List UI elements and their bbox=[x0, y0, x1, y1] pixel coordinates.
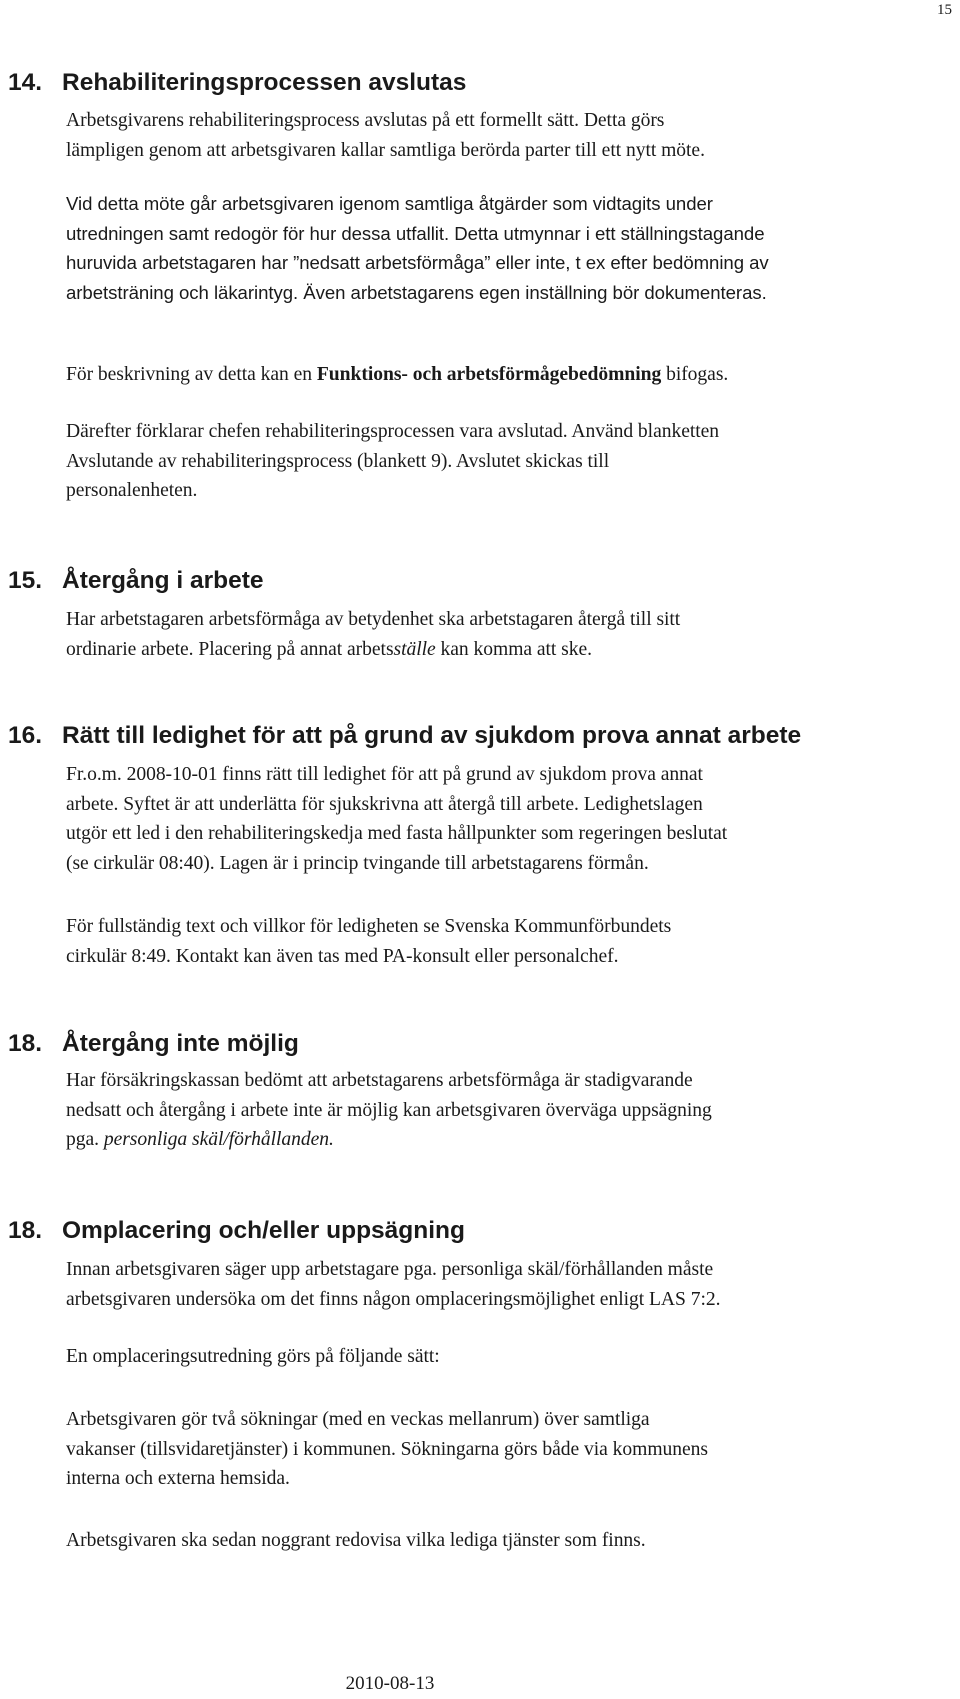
text-line: För fullständig text och villkor för ledigheten se Svenska Kommunförbundets bbox=[66, 916, 672, 937]
text-line: utredningen samt redogör för hur dessa utfallit. Detta utmynnar i ett ställningstagande bbox=[66, 222, 765, 244]
text-line: cirkulär 8:49. Kontakt kan även tas med PA-konsult eller personalchef. bbox=[66, 945, 619, 967]
text-run: ordinarie arbete. Placering på annat arbets bbox=[66, 638, 394, 660]
footer-date: 2010-08-13 bbox=[345, 1673, 435, 1694]
paragraph bbox=[66, 106, 954, 165]
heading-section-16 bbox=[8, 721, 801, 751]
paragraph bbox=[66, 912, 954, 971]
section-title: Återgång inte möjlig bbox=[62, 1030, 299, 1057]
bold-term: Funktions- och arbetsförmågebedömning bbox=[316, 364, 662, 385]
paragraph bbox=[66, 417, 954, 506]
text-run: pga. bbox=[66, 1129, 104, 1150]
paragraph bbox=[66, 1342, 954, 1372]
text-line: (se cirkulär 08:40). Lagen är i princip tvingande till arbetstagarens förmån. bbox=[66, 852, 649, 874]
section-title: Rätt till ledighet för att på grund av sjukdom prova annat arbete bbox=[62, 722, 802, 749]
section-title: Omplacering och/eller uppsägning bbox=[62, 1217, 465, 1244]
text-line: En omplaceringsutredning görs på följande sätt: bbox=[66, 1346, 440, 1367]
text-run: kan komma att ske. bbox=[435, 638, 592, 660]
text-line: arbete. Syftet är att underlätta för sjukskrivna att återgå till arbete. Ledighetslagen bbox=[66, 793, 703, 815]
text-line: Därefter förklarar chefen rehabiliteringsprocessen vara avslutad. Använd blanketten bbox=[66, 421, 720, 442]
paragraph bbox=[66, 1255, 954, 1314]
italic-term: personliga skäl/förhållanden. bbox=[103, 1129, 334, 1150]
text-line: Arbetsgivaren ska sedan noggrant redovisa vilka lediga tjänster som finns. bbox=[66, 1530, 646, 1551]
paragraph bbox=[66, 1526, 954, 1556]
section-number: 16. bbox=[8, 722, 43, 749]
text-line bbox=[66, 1125, 954, 1155]
text-line: interna och externa hemsida. bbox=[66, 1468, 290, 1489]
heading-section-18a bbox=[8, 1029, 299, 1059]
heading-section-15 bbox=[8, 566, 264, 596]
section-number: 14. bbox=[8, 69, 43, 96]
text-line: Har arbetstagaren arbetsförmåga av betydenhet ska arbetstagaren återgå till sitt bbox=[66, 609, 681, 630]
text-line: Arbetsgivaren gör två sökningar (med en veckas mellanrum) över samtliga bbox=[66, 1409, 650, 1430]
text-line: arbetsgivaren undersöka om det finns någon omplaceringsmöjlighet enligt LAS 7:2. bbox=[66, 1288, 721, 1310]
paragraph bbox=[66, 1066, 954, 1155]
text-line: huruvida arbetstagaren har ”nedsatt arbetsförmåga” eller inte, t ex efter bedömning av bbox=[66, 252, 769, 273]
text-run: För beskrivning av detta kan en bbox=[66, 364, 317, 385]
text-line: Innan arbetsgivaren säger upp arbetstagare pga. personliga skäl/förhållanden måste bbox=[66, 1259, 714, 1280]
section-number: 18. bbox=[8, 1217, 43, 1244]
page-number: 15 bbox=[937, 2, 952, 18]
section-number: 15. bbox=[8, 567, 43, 594]
paragraph bbox=[66, 189, 954, 307]
text-line: lämpligen genom att arbetsgivaren kallar samtliga berörda parter till ett nytt möte. bbox=[66, 139, 705, 161]
heading-section-18b bbox=[8, 1216, 465, 1246]
section-number: 18. bbox=[8, 1030, 43, 1057]
section-title: Återgång i arbete bbox=[62, 567, 264, 594]
text-line bbox=[66, 635, 954, 665]
heading-section-14 bbox=[8, 68, 466, 98]
text-line: personalenheten. bbox=[66, 480, 198, 501]
paragraph bbox=[66, 1405, 954, 1494]
paragraph bbox=[66, 360, 954, 390]
text-line: arbetsträning och läkarintyg. Även arbetstagarens egen inställning bör dokumenteras. bbox=[66, 281, 767, 303]
text-run: bifogas. bbox=[661, 364, 729, 385]
text-line: Har försäkringskassan bedömt att arbetstagarens arbetsförmåga är stadigvarande bbox=[66, 1070, 693, 1091]
text-line: Vid detta möte går arbetsgivaren igenom samtliga åtgärder som vidtagits under bbox=[66, 193, 713, 214]
text-line: Arbetsgivarens rehabiliteringsprocess avslutas på ett formellt sätt. Detta görs bbox=[66, 110, 665, 131]
italic-term: ställe bbox=[393, 638, 436, 660]
text-line bbox=[66, 360, 954, 390]
paragraph bbox=[66, 760, 954, 878]
text-line: Fr.o.m. 2008-10-01 finns rätt till ledighet för att på grund av sjukdom prova annat bbox=[66, 764, 703, 785]
paragraph bbox=[66, 605, 954, 664]
text-line: Avslutande av rehabiliteringsprocess (blankett 9). Avslutet skickas till bbox=[66, 450, 610, 472]
text-line: vakanser (tillsvidaretjänster) i kommunen. Sökningarna görs både via kommunens bbox=[66, 1438, 708, 1460]
text-line: nedsatt och återgång i arbete inte är möjlig kan arbetsgivaren överväga uppsägning bbox=[66, 1099, 712, 1121]
text-line: utgör ett led i den rehabiliteringskedja med fasta hållpunkter som regeringen beslutat bbox=[66, 823, 728, 844]
section-title: Rehabiliteringsprocessen avslutas bbox=[62, 69, 467, 96]
